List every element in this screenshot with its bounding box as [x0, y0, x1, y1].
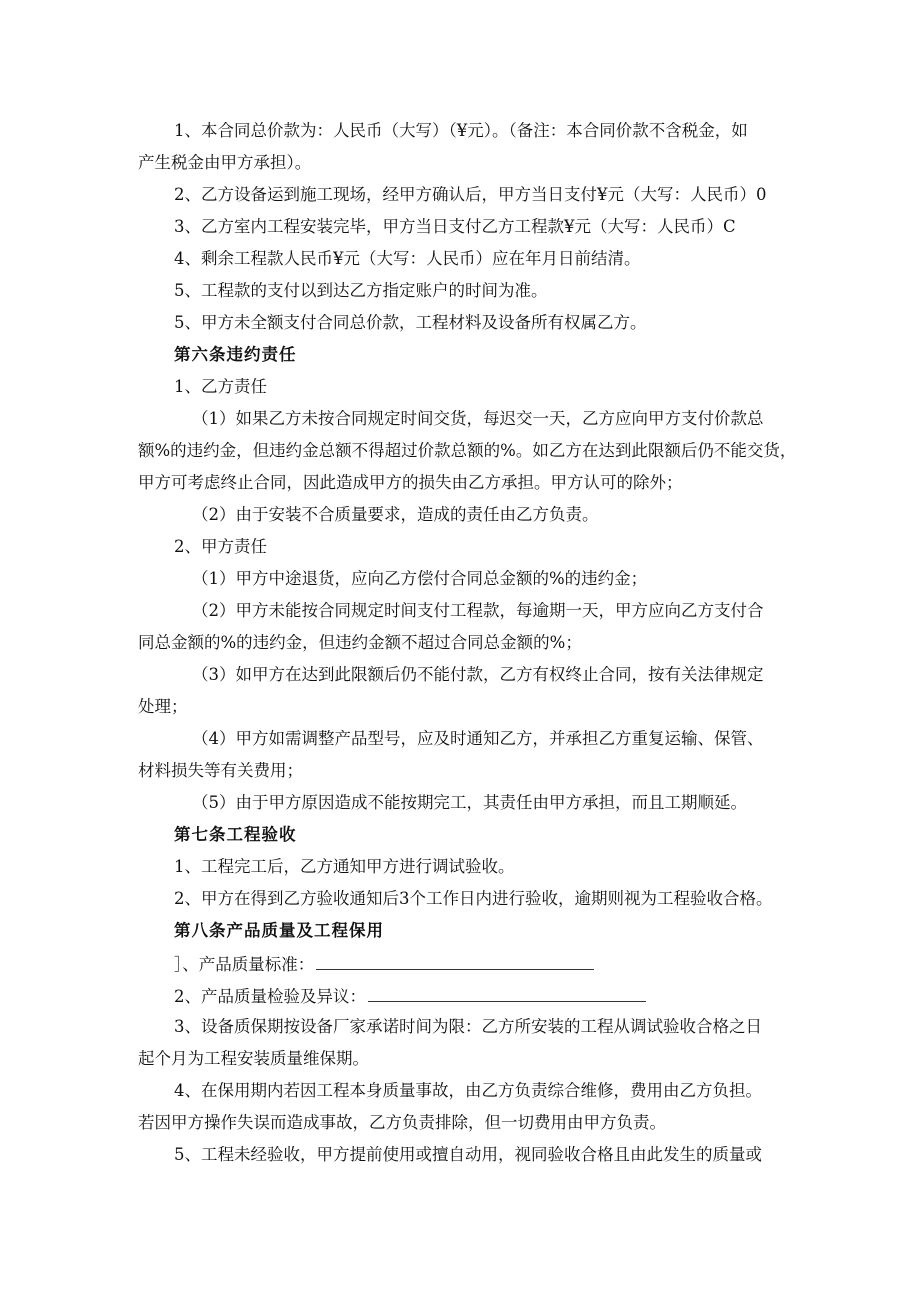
- text-line: 1、工程完工后，乙方通知甲方进行调试验收。: [174, 857, 515, 876]
- text-line: 产生税金由甲方承担）。: [138, 153, 312, 172]
- text-line: 3、设备质保期按设备厂家承诺时间为限：乙方所安装的工程从调试验收合格之日: [174, 1017, 762, 1036]
- text-line: 5、工程款的支付以到达乙方指定账户的时间为准。: [174, 281, 548, 300]
- text-line: 同总金额的%的违约金，但违约金额不超过合同总金额的%；: [138, 633, 582, 652]
- text-line: （2）由于安装不合质量要求，造成的责任由乙方负责。: [192, 505, 599, 524]
- section-heading: 第八条产品质量及工程保用: [174, 921, 384, 940]
- section-heading: 第七条工程验收: [174, 825, 297, 844]
- blank-field: [316, 955, 594, 970]
- text-line: （1）甲方中途退货，应向乙方偿付合同总金额的%的违约金；: [192, 569, 648, 588]
- blank-field: [368, 987, 646, 1002]
- text-line: 4、剩余工程款人民币¥元（大写：人民币）应在年月日前结清。: [174, 249, 641, 268]
- form-line: [174, 955, 594, 974]
- text-line: 材料损失等有关费用；: [138, 761, 303, 780]
- text-line: 2、甲方在得到乙方验收通知后3个工作日内进行验收，逾期则视为工程验收合格。: [174, 889, 773, 908]
- text-line: （4）甲方如需调整产品型号，应及时通知乙方，并承担乙方重复运输、保管、: [192, 729, 764, 748]
- text-line: 5、甲方未全额支付合同总价款，工程材料及设备所有权属乙方。: [174, 313, 647, 332]
- text-line: 3、乙方室内工程安装完毕，甲方当日支付乙方工程款¥元（大写：人民币）C: [174, 217, 736, 236]
- text-line: 2、甲方责任: [174, 537, 267, 556]
- section-heading: 第六条违约责任: [174, 345, 297, 364]
- text-line: 额%的违约金，但违约金总额不得超过价款总额的%。如乙方在达到此限额后仍不能交货，: [138, 441, 797, 460]
- text-line: 1、本合同总价款为：人民币（大写）（¥元）。（备注：本合同价款不含税金，如: [174, 121, 748, 140]
- text-line: （5）由于甲方原因造成不能按期完工，其责任由甲方承担，而且工期顺延。: [192, 793, 747, 812]
- text-line: 处理；: [138, 697, 188, 716]
- text-line: 2、乙方设备运到施工现场，经甲方确认后，甲方当日支付¥元（大写：人民币）0: [174, 185, 767, 204]
- form-line: [174, 987, 646, 1006]
- text-line: （2）甲方未能按合同规定时间支付工程款，每逾期一天，甲方应向乙方支付合: [192, 601, 764, 620]
- text-line: 起个月为工程安装质量维保期。: [138, 1049, 369, 1068]
- text-line: 甲方可考虑终止合同，因此造成甲方的损失由乙方承担。甲方认可的除外；: [138, 473, 683, 492]
- field-label: ］、产品质量标准：: [174, 955, 315, 974]
- text-line: 若因甲方操作失误而造成事故，乙方负责排除，但一切费用由甲方负责。: [138, 1113, 666, 1132]
- text-line: 1、乙方责任: [174, 377, 267, 396]
- text-line: （1）如果乙方未按合同规定时间交货，每迟交一天，乙方应向甲方支付价款总: [192, 409, 764, 428]
- text-line: 5、工程未经验收，甲方提前使用或擅自动用，视同验收合格且由此发生的质量或: [174, 1145, 762, 1164]
- text-line: （3）如甲方在达到此限额后仍不能付款，乙方有权终止合同，按有关法律规定: [192, 665, 764, 684]
- text-line: 4、在保用期内若因工程本身质量事故，由乙方负责综合维修，费用由乙方负担。: [174, 1081, 762, 1100]
- field-label: 2、产品质量检验及异议：: [174, 987, 366, 1006]
